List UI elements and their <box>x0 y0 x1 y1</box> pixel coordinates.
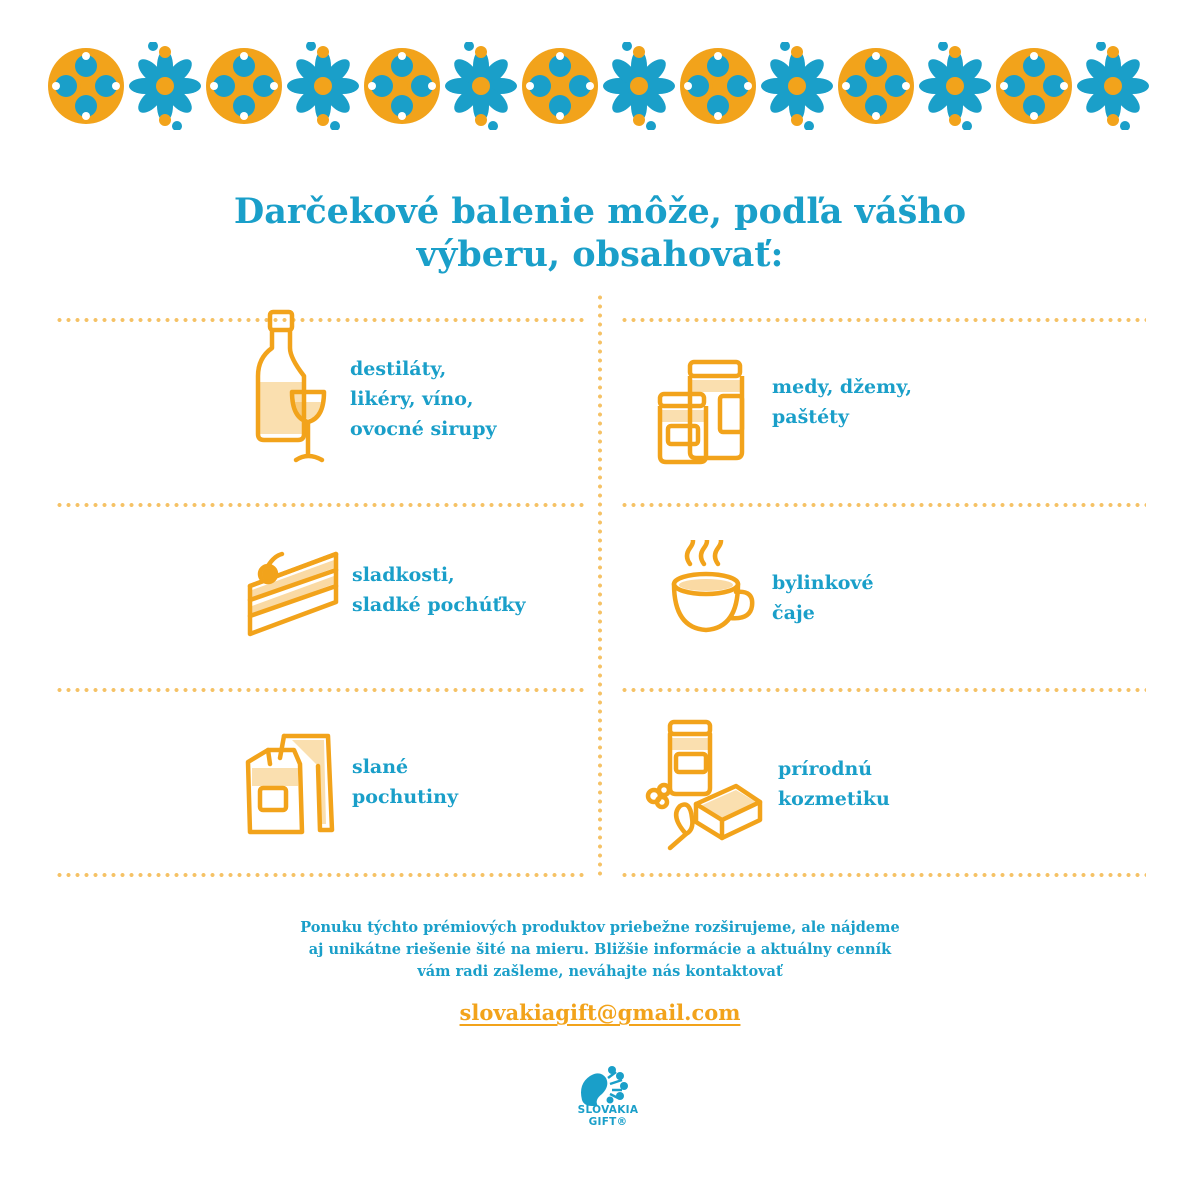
ornament-daisy-center <box>946 77 964 95</box>
footer-note: Ponuku týchto prémiových produktov priebežne rozširujeme, ale nájdeme aj unikátne riešenie šité na mieru. Bližšie informácie a aktuálny cenník vám radi zašleme, neváhajte nás kontaktovať <box>300 919 900 980</box>
divider-right-2 <box>620 503 1146 507</box>
ornament-daisy-center <box>472 77 490 95</box>
bottle-and-wine-glass-icon <box>244 306 340 466</box>
ornament-daisy-center <box>630 77 648 95</box>
ornament-daisy-center <box>788 77 806 95</box>
snack-bags-icon <box>240 728 340 840</box>
page-title <box>0 190 1200 276</box>
ornament-daisy-center <box>314 77 332 95</box>
divider-right-3 <box>620 688 1146 692</box>
cosmetics-icon <box>640 716 764 852</box>
headline-text: Darčekové balenie môže, podľa vášho výberu, obsahovať: <box>233 191 967 275</box>
item-label-cosmetics: prírodnú kozmetiku <box>778 758 890 810</box>
divider-right-4 <box>620 873 1146 877</box>
divider-right-1 <box>620 318 1146 322</box>
folk-ornament-border <box>46 42 1152 130</box>
item-label-honey: medy, džemy, paštéty <box>772 376 913 428</box>
logo-text-gift: GIFT® <box>588 1116 628 1128</box>
item-label-tea: bylinkové čaje <box>772 572 874 624</box>
cake-slice-icon <box>244 546 344 640</box>
ornament-daisy-center <box>1104 77 1122 95</box>
ornament-daisy-center <box>156 77 174 95</box>
tea-cup-icon <box>668 540 760 638</box>
item-label-spirits: destiláty, likéry, víno, ovocné sirupy <box>350 358 497 440</box>
item-label-sweets: sladkosti, sladké pochúťky <box>352 564 526 616</box>
jars-icon <box>652 356 756 466</box>
divider-left-4 <box>55 873 587 877</box>
email-link[interactable]: slovakiagift@gmail.com <box>459 1000 741 1025</box>
item-label-snacks: slané pochutiny <box>352 756 459 808</box>
divider-left-3 <box>55 688 587 692</box>
divider-left-2 <box>55 503 587 507</box>
slovakia-gift-logo-icon <box>572 1060 632 1140</box>
divider-vertical <box>598 293 602 880</box>
email-container <box>0 1000 1200 1025</box>
logo-text-slovakia: SLOVAKIA <box>577 1104 639 1116</box>
